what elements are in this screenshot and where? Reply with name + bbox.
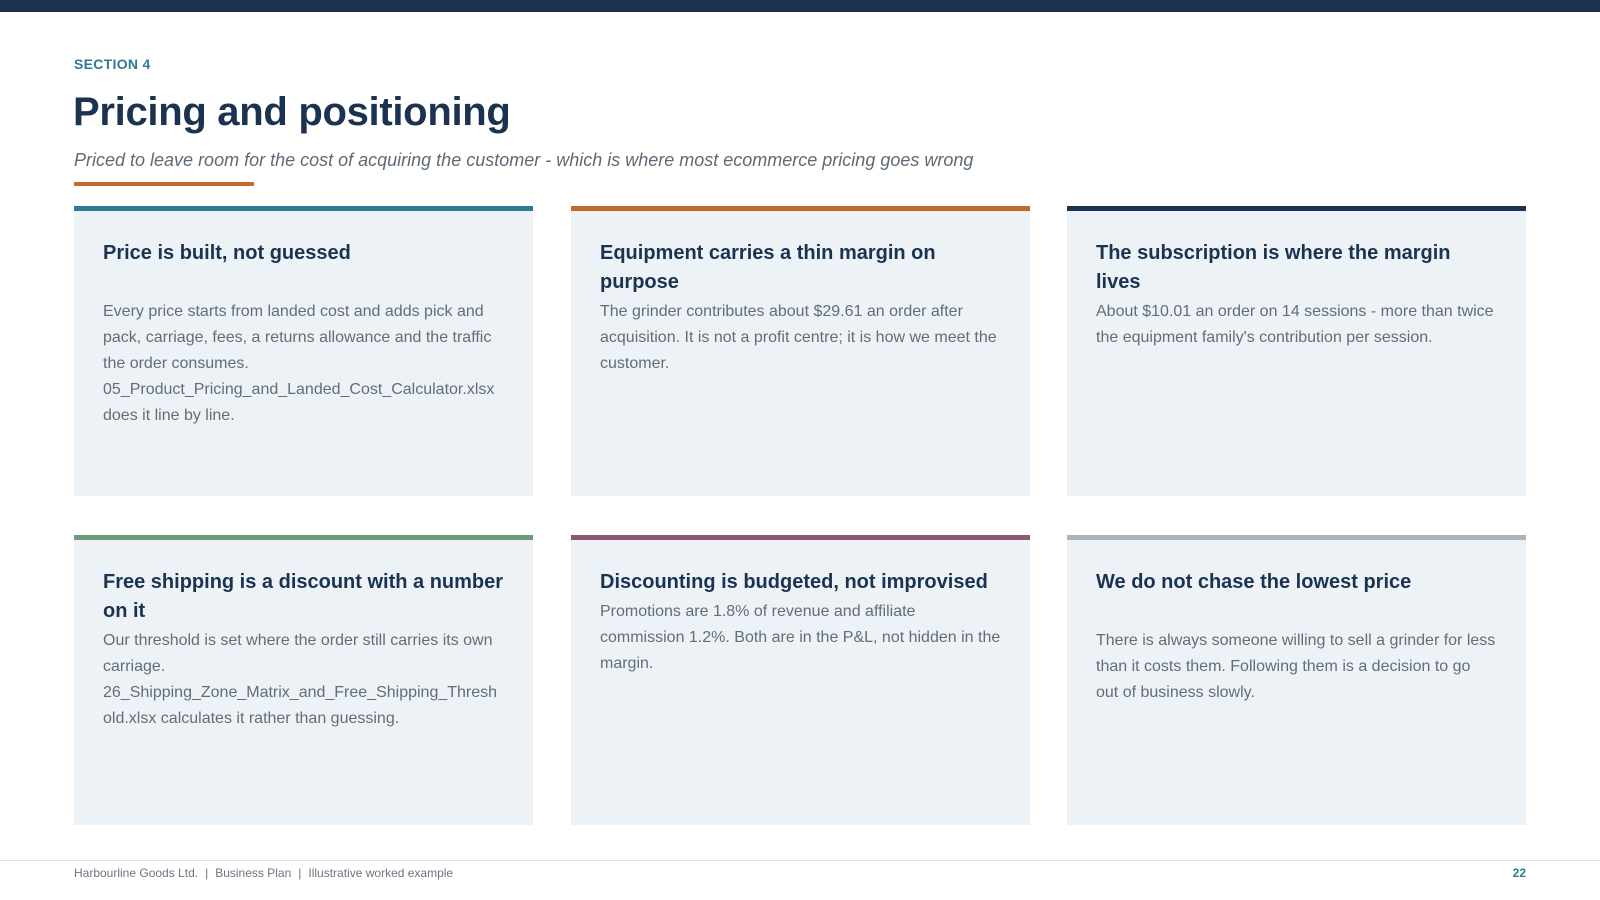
top-accent-bar	[0, 0, 1600, 12]
card-subscription-margin	[1067, 206, 1526, 496]
card-title: Price is built, not guessed	[103, 242, 351, 264]
card-title: We do not chase the lowest price	[1096, 571, 1412, 593]
footer-separator: |	[205, 866, 209, 880]
footer-divider	[0, 860, 1600, 861]
footer-document: Business Plan	[215, 866, 292, 880]
footer-separator: |	[298, 866, 302, 880]
page-number: 22	[1512, 866, 1526, 880]
card-title: Discounting is budgeted, not improvised	[600, 571, 988, 593]
card-discounting	[571, 535, 1030, 825]
footer-company: Harbourline Goods Ltd.	[74, 866, 199, 880]
card-title: Equipment carries a thin margin on purpose	[600, 242, 936, 293]
page-title: Pricing and positioning	[73, 90, 511, 134]
card-price-built	[74, 206, 533, 496]
footer-text	[74, 866, 453, 880]
card-lowest-price	[1067, 535, 1526, 825]
card-title: Free shipping is a discount with a number on it	[103, 571, 504, 622]
page-subtitle: Priced to leave room for the cost of acquiring the customer - which is where most ecommerce pricing goes wrong	[74, 150, 974, 170]
card-body: About $10.01 an order on 14 sessions - more than twice the equipment family's contribution per session.	[1096, 303, 1494, 346]
section-label: SECTION 4	[74, 56, 151, 72]
title-underline	[74, 182, 254, 186]
footer-note: Illustrative worked example	[308, 866, 454, 880]
card-body: Our threshold is set where the order still carries its own carriage. 26_Shipping_Zone_Matrix_and_Free_Shipping_Threshold.xlsx calculates it rather than guessing.	[103, 632, 498, 727]
card-free-shipping	[74, 535, 533, 825]
card-body: There is always someone willing to sell a grinder for less than it costs them. Following them is a decision to go out of business slowly.	[1096, 632, 1496, 701]
card-body: The grinder contributes about $29.61 an order after acquisition. It is not a profit centre; it is how we meet the customer.	[600, 303, 997, 372]
card-equipment-margin	[571, 206, 1030, 496]
card-body: Promotions are 1.8% of revenue and affiliate commission 1.2%. Both are in the P&L, not hidden in the margin.	[600, 603, 1001, 672]
card-title: The subscription is where the margin lives	[1096, 242, 1451, 293]
card-body: Every price starts from landed cost and adds pick and pack, carriage, fees, a returns allowance and the traffic the order consumes. 05_Product_Pricing_and_Landed_Cost_Calculator.xlsx does it line by line.	[103, 303, 495, 424]
